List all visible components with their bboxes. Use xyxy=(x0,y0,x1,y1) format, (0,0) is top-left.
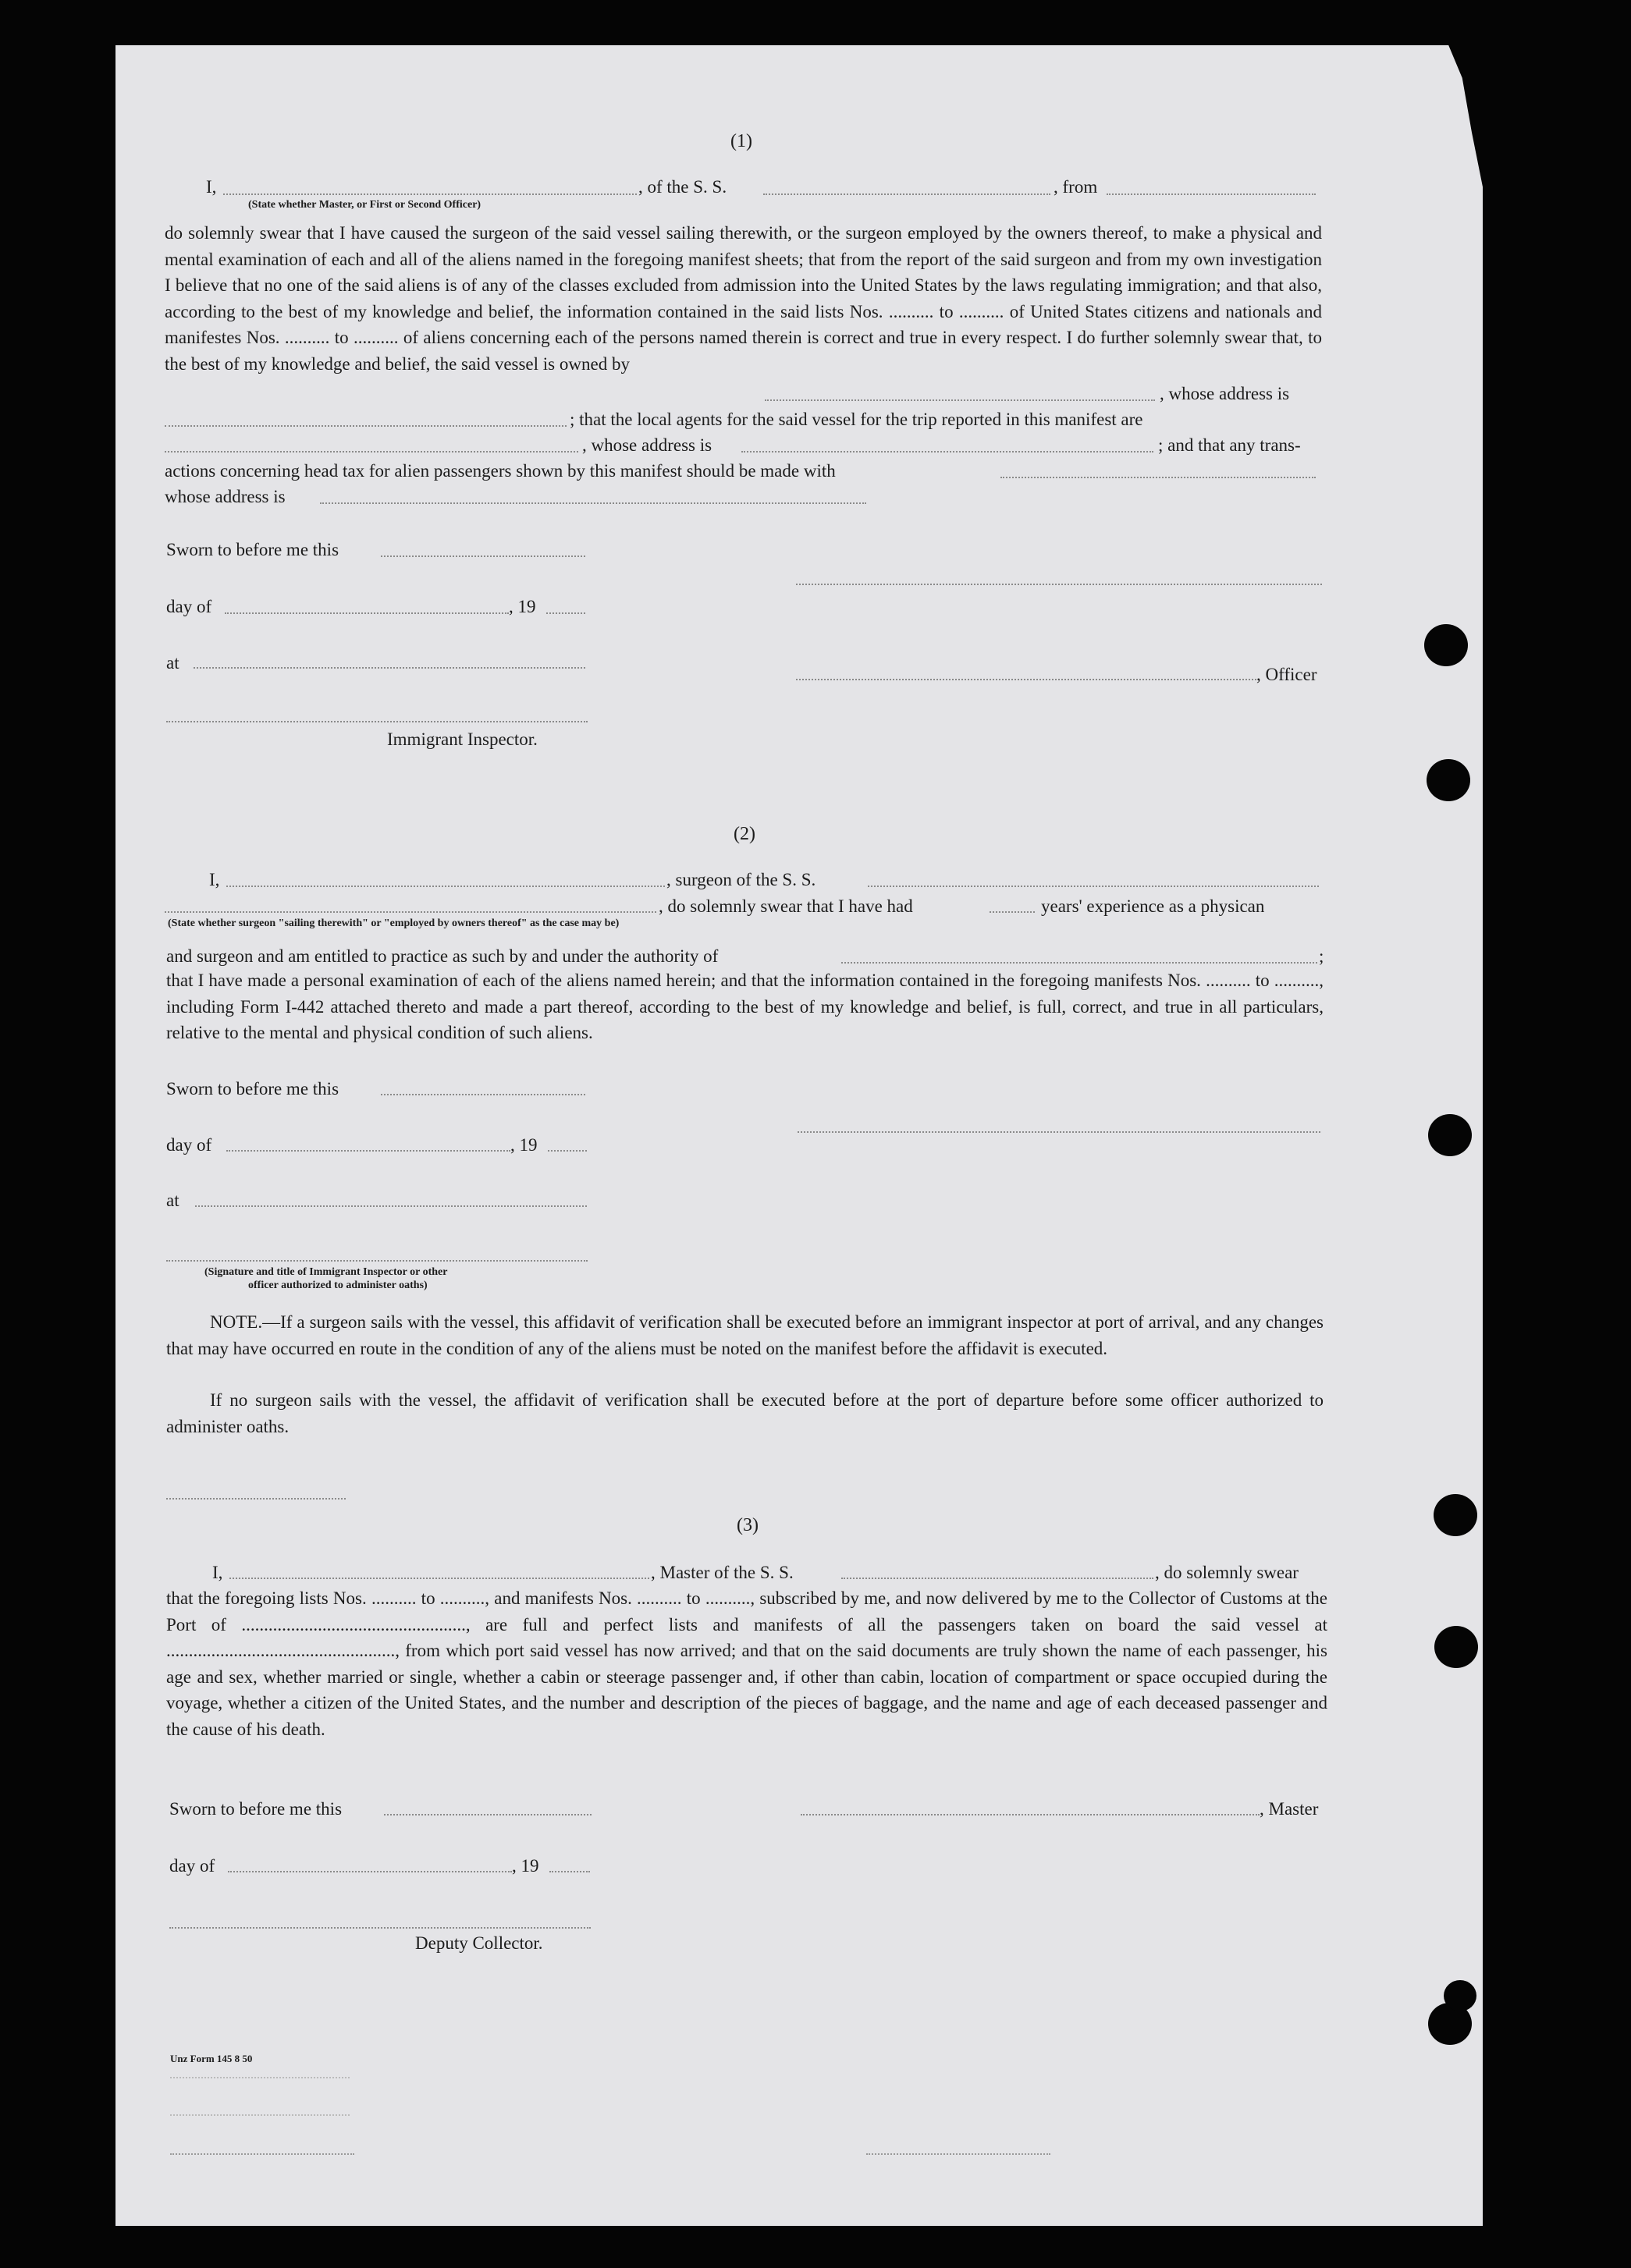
years-field[interactable] xyxy=(990,911,1035,913)
any-trans-label: ; and that any trans- xyxy=(1158,435,1301,455)
oath-body: do solemnly swear that I have caused the surgeon of the said vessel sailing therewith, or the surgeon employed by the owners thereof, to make a physical and mental examination of each and all of the aliens named in the foregoing manifest sheets; that from the report of the said surgeon and from my own investigation I believe that no one of the said aliens is of any of the classes excluded from admission into the United States by the laws regulating immigration; and that also, according to the best of my knowledge and belief, the information contained in the said lists Nos. .......... to .......... of United States citizens and nationals and manifestes Nos. .......... to .......... of aliens concerning each of the persons named therein is correct and true in every respect. I do further solemnly swear that, to the best of my knowledge and belief, the said vessel is owned by xyxy=(165,223,1322,374)
year-prefix: , 19 xyxy=(509,597,536,616)
master-label: , Master xyxy=(1260,1799,1319,1819)
whose-address-label: , whose address is xyxy=(1160,384,1290,403)
year-field-3[interactable] xyxy=(549,1871,590,1872)
officer-label: , Officer xyxy=(1256,665,1317,684)
surgeon-status-field[interactable] xyxy=(165,911,656,913)
authority-semicolon: ; xyxy=(1319,946,1324,966)
day-of-label: day of xyxy=(166,1135,212,1155)
vessel-name-field[interactable] xyxy=(763,193,1050,195)
blank-line xyxy=(170,2114,350,2116)
punch-hole xyxy=(1434,1626,1478,1668)
sworn-date-field-2[interactable] xyxy=(381,1094,585,1095)
inspector-signature-line[interactable] xyxy=(166,721,588,722)
section-number: (1) xyxy=(730,131,752,151)
master-oath-body: that the foregoing lists Nos. .......... to .........., and manifests Nos. .......... to .........., subscribed by me, and now delivered by me to the Collector of Customs at the Port of .................................................., are full and perfect lists and manifests of all the passengers taken on board the said vessel at ..................................................., from which port said vessel has now arrived; and that on the said documents are truly shown the name of each passenger, his age and sex, whether married or single, whether a cabin or steerage passenger and, if other than cabin, location of compartment or space occupied during the voyage, whether a citizen of the United States, and the number and description of the pieces of baggage, and the name and age of each deceased passenger and the cause of his death. xyxy=(166,1588,1327,1739)
month-field[interactable] xyxy=(225,612,509,614)
location-field-2[interactable] xyxy=(195,1205,587,1207)
day-of-label: day of xyxy=(169,1856,215,1876)
blank-line xyxy=(866,2153,1050,2155)
blank-line xyxy=(170,2077,350,2078)
local-agents-field[interactable] xyxy=(165,451,578,453)
vessel-name-field-3[interactable] xyxy=(841,1578,1153,1579)
punch-hole xyxy=(1428,1114,1472,1156)
year-prefix: , 19 xyxy=(512,1856,539,1876)
punch-hole xyxy=(1434,1494,1477,1536)
officer-signature-line[interactable] xyxy=(796,584,1322,585)
deputy-collector-label: Deputy Collector. xyxy=(415,1933,543,1953)
year-field[interactable] xyxy=(546,612,585,614)
blank-line xyxy=(166,1498,346,1500)
authority-field[interactable] xyxy=(841,962,1317,964)
master-name-field[interactable] xyxy=(229,1578,649,1579)
note-paragraph-2: If no surgeon sails with the vessel, the affidavit of verification shall be executed before at the port of departure before some officer authorized to administer oaths. xyxy=(166,1390,1324,1436)
at-label: at xyxy=(166,1191,179,1210)
at-label: at xyxy=(166,653,179,673)
officer-rank-note: (State whether Master, or First or Second Officer) xyxy=(248,199,481,211)
whose-address-label-3: whose address is xyxy=(165,487,286,506)
sworn-date-field[interactable] xyxy=(381,555,585,557)
master-signature-line[interactable] xyxy=(801,1814,1260,1815)
head-tax-label: actions concerning head tax for alien passengers shown by this manifest should be made with xyxy=(165,461,836,481)
note-paragraph: NOTE.—If a surgeon sails with the vessel, this affidavit of verification shall be executed before an immigrant inspector at port of arrival, and any changes that may have occurred en route in the condition of any of the aliens must be noted on the manifest before the affidavit is executed. xyxy=(166,1312,1324,1358)
month-field-2[interactable] xyxy=(226,1150,510,1152)
year-prefix: , 19 xyxy=(510,1135,538,1155)
surgeon-name-field[interactable] xyxy=(226,886,665,887)
oath-officer-signature-line[interactable] xyxy=(166,1260,588,1262)
surgeon-signature-line[interactable] xyxy=(798,1131,1320,1133)
oath-i-label: I, xyxy=(206,177,217,197)
surgeon-of-label: , surgeon of the S. S. xyxy=(666,870,816,889)
year-field-2[interactable] xyxy=(548,1150,587,1152)
head-tax-agent-field[interactable] xyxy=(1000,477,1316,478)
punch-hole xyxy=(1444,1980,1476,2011)
punch-hole xyxy=(1427,759,1470,801)
solemnly-swear-label: , do solemnly swear xyxy=(1155,1563,1299,1582)
sworn-label: Sworn to before me this xyxy=(166,1079,339,1099)
punch-hole xyxy=(1424,624,1468,666)
officer-title-line[interactable] xyxy=(796,679,1256,680)
oath-i-label: I, xyxy=(209,870,220,889)
day-of-label: day of xyxy=(166,597,212,616)
from-label: , from xyxy=(1054,177,1098,197)
officer-name-field[interactable] xyxy=(223,193,637,195)
signature-note-1: (Signature and title of Immigrant Inspector or other xyxy=(204,1266,448,1278)
head-tax-address-field[interactable] xyxy=(320,502,866,504)
agents-address-field[interactable] xyxy=(741,451,1153,453)
departure-port-field[interactable] xyxy=(1107,193,1316,195)
sworn-label: Sworn to before me this xyxy=(166,540,339,559)
section-number: (2) xyxy=(734,824,755,844)
swear-experience-label: , do solemnly swear that I have had xyxy=(659,896,913,916)
oath-i-label: I, xyxy=(212,1563,223,1582)
sworn-date-field-3[interactable] xyxy=(384,1814,592,1815)
sworn-label: Sworn to before me this xyxy=(169,1799,343,1819)
location-field[interactable] xyxy=(194,667,585,669)
owner-field[interactable] xyxy=(765,399,1155,401)
form-number: Unz Form 145 8 50 xyxy=(170,2053,253,2064)
authority-label: and surgeon and am entitled to practice as such by and under the authority of xyxy=(166,946,719,966)
blank-line xyxy=(170,2153,354,2155)
surgeon-status-note: (State whether surgeon "sailing therewith" or "employed by owners thereof" as the case may be) xyxy=(168,917,620,929)
section-number: (3) xyxy=(737,1515,759,1535)
surgeon-oath-body: that I have made a personal examination of each of the aliens named herein; and that the information contained in the foregoing manifests Nos. .......... to .........., including Form I-442 attached thereto and made a part thereof, according to the best of my knowledge and belief, is full, correct, and true in all particulars, relative to the mental and physical condition of such aliens. xyxy=(166,971,1324,1042)
master-of-label: , Master of the S. S. xyxy=(651,1563,794,1582)
owner-address-field[interactable] xyxy=(165,425,567,427)
of-ss-label: , of the S. S. xyxy=(638,177,727,197)
signature-note-2: officer authorized to administer oaths) xyxy=(248,1280,428,1291)
years-experience-label: years' experience as a physican xyxy=(1041,896,1265,916)
vessel-name-field-2[interactable] xyxy=(868,886,1319,887)
whose-address-label-2: , whose address is xyxy=(582,435,712,455)
immigrant-inspector-label: Immigrant Inspector. xyxy=(387,729,538,749)
local-agents-label: ; that the local agents for the said vessel for the trip reported in this manifest are xyxy=(570,410,1143,429)
month-field-3[interactable] xyxy=(228,1871,512,1872)
deputy-signature-line[interactable] xyxy=(169,1927,591,1929)
